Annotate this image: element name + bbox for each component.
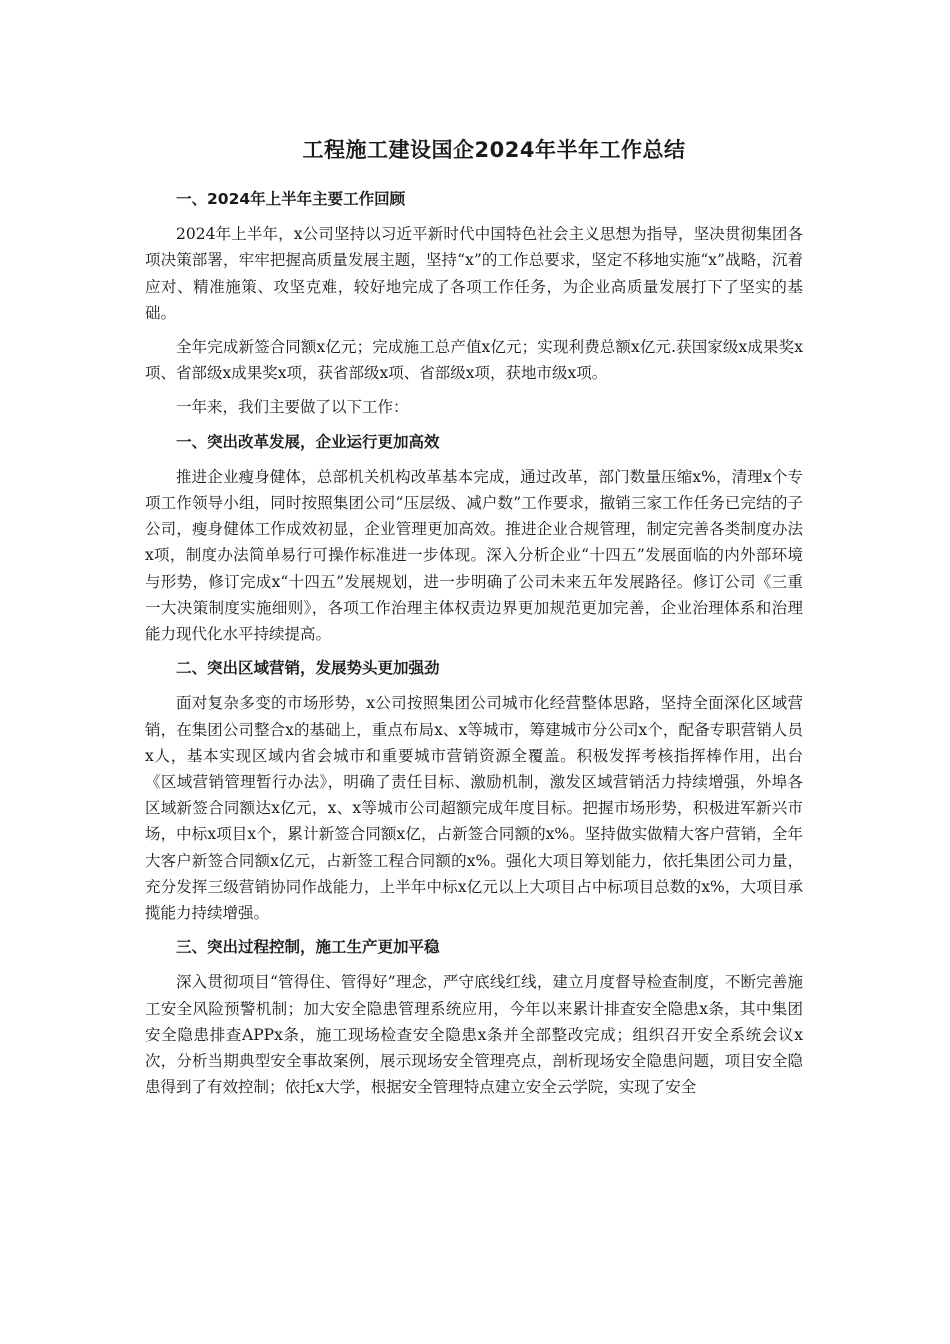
- document-body: [145, 186, 803, 1109]
- section-heading: 三、突出过程控制，施工生产更加平稳: [176, 938, 440, 957]
- paragraph: 推进企业瘦身健体，总部机关机构改革基本完成，通过改革，部门数量压缩x%，清理x个专项工作领导小组，同时按照集团公司“压层级、减户数”工作要求，撤销三家工作任务已完结的子公司，瘦身健体工作成效初显，企业管理更加高效。推进企业合规管理，制定完善各类制度办法x项，制度办法简单易行可操作标准进一步体现。深入分析企业“十四五”发展面临的内外部环境与形势，修订完成x“十四五”发展规划，进一步明确了公司未来五年发展路径。修订公司《三重一大决策制度实施细则》，各项工作治理主体权责边界更加规范更加完善，企业治理体系和治理能力现代化水平持续提高。: [145, 467, 803, 644]
- section-heading: 一、2024年上半年主要工作回顾: [176, 190, 406, 208]
- paragraph: 一年来，我们主要做了以下工作：: [176, 398, 409, 417]
- paragraph: 深入贯彻项目“管得住、管得好”理念，严守底线红线，建立月度督导检查制度，不断完善施工安全风险预警机制；加大安全隐患管理系统应用，今年以来累计排查安全隐患x条，其中集团安全隐患排查APPx条，施工现场检查安全隐患x条并全部整改完成；组织召开安全系统会议x次，分析当期典型安全事故案例，展示现场安全管理亮点，剖析现场安全隐患问题，项目安全隐患得到了有效控制；依托x大学，根据安全管理特点建立安全云学院，实现了安全: [145, 973, 803, 1097]
- section-heading: 一、突出改革发展，企业运行更加高效: [176, 432, 440, 451]
- paragraph: 2024年上半年，x公司坚持以习近平新时代中国特色社会主义思想为指导，坚决贯彻集团各项决策部署，牢牢把握高质量发展主题，坚持“x”的工作总要求，坚定不移地实施“x”战略，沉着应对、精准施策、攻坚克难，较好地完成了各项工作任务，为企业高质量发展打下了坚实的基础。: [145, 225, 803, 322]
- document-title: 工程施工建设国企2024年半年工作总结: [302, 138, 686, 162]
- paragraph: 全年完成新签合同额x亿元；完成施工总产值x亿元；实现利费总额x亿元.获国家级x成果奖x项、省部级x成果奖x项，获省部级x项、省部级x项，获地市级x项。: [145, 338, 803, 383]
- section-heading: 二、突出区域营销，发展势头更加强劲: [176, 659, 440, 678]
- paragraph: 面对复杂多变的市场形势，x公司按照集团公司城市化经营整体思路，坚持全面深化区域营销，在集团公司整合x的基础上，重点布局x、x等城市，筹建城市分公司x个，配备专职营销人员x人，基本实现区域内省会城市和重要城市营销资源全覆盖。积极发挥考核指挥棒作用，出台《区域营销管理暂行办法》，明确了责任目标、激励机制，激发区域营销活力持续增强，外埠各区域新签合同额达x亿元，x、x等城市公司超额完成年度目标。把握市场形势，积极进军新兴市场，中标x项目x个，累计新签合同额x亿，占新签合同额的x%。坚持做实做精大客户营销，全年大客户新签合同额x亿元，占新签工程合同额的x%。强化大项目筹划能力，依托集团公司力量，充分发挥三级营销协同作战能力，上半年中标x亿元以上大项目占中标项目总数的x%，大项目承揽能力持续增强。: [145, 694, 803, 923]
